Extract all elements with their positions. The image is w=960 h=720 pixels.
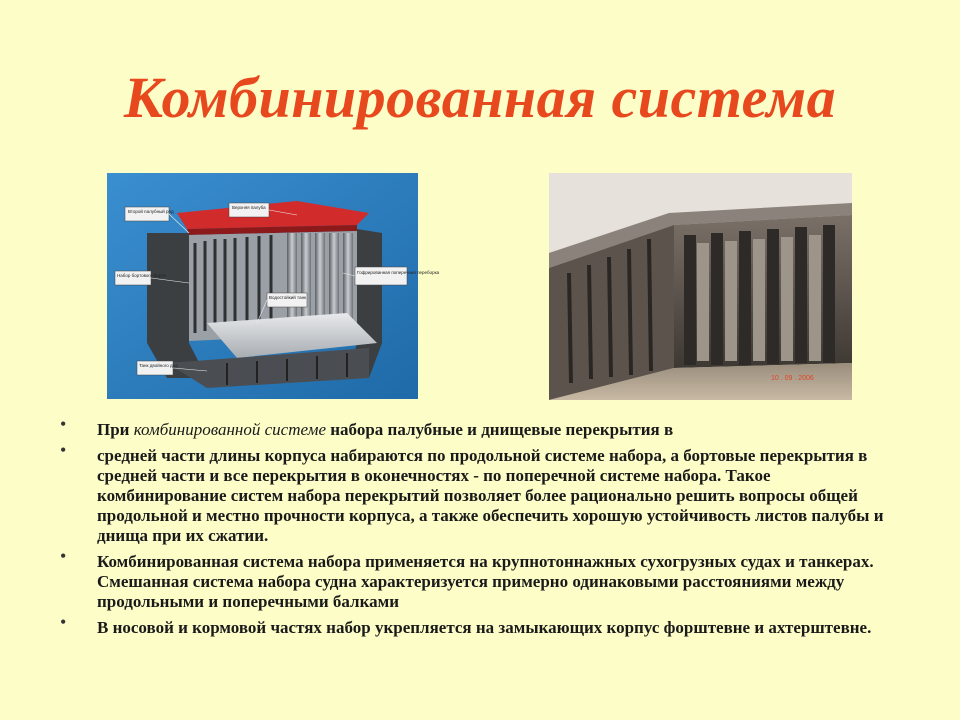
label-bottom: Танк двойного дна: [139, 363, 178, 368]
label-top-left: Второй палубный ряд: [128, 209, 174, 214]
bullet-marker: •: [60, 440, 67, 460]
bullet-2-text: средней части длины корпуса набираются по продольной системе набора, а бортовые перекрытия в средней части и все перекрытия в оконечностях - по поперечной системе набора. Такое комбинирование систем набора перекрытий позволяет более рационально решить вопросы общей продольной и местно прочности корпуса, а также обеспечить хорошую устойчивость листов палубы и днища при их сжатии.: [97, 446, 884, 545]
bullet-4-text: В носовой и кормовой частях набор укрепляется на замыкающих корпус форштевне и ахтерштевне.: [97, 618, 872, 637]
slide-title: Комбинированная система: [123, 65, 837, 130]
bullet-item-3: [60, 546, 900, 612]
label-top-mid: Верхняя палуба: [232, 205, 266, 210]
bullet-item-1: [60, 414, 900, 440]
label-left: Набор бортового борта: [117, 273, 166, 278]
bullet-marker: •: [60, 612, 67, 632]
label-right: Гофрированная поперечная переборка: [357, 270, 440, 275]
bullet-marker: •: [60, 414, 67, 434]
cargo-hold-photo: [549, 173, 852, 400]
bullet-1-italic: комбинированной системе: [133, 420, 326, 439]
bullet-item-4: [60, 612, 900, 638]
cargo-hold-photo-illustration: [549, 173, 852, 400]
bullet-1-post: набора палубные и днищевые перекрытия в: [326, 420, 674, 439]
label-center: Водостойкий танк: [269, 295, 307, 300]
bullet-3-text: Комбинированная система набора применяется на крупнотоннажных сухогрузных судах и танкерах. Смешанная система набора судна характеризуется примерно одинаковыми расстояниями между продольными и поперечными балками: [97, 552, 874, 611]
hull-section-illustration: [107, 173, 440, 399]
bullet-item-2: [60, 440, 900, 546]
bullet-marker: •: [60, 546, 67, 566]
photo-timestamp: 10 . 09 . 2006: [771, 375, 814, 382]
hull-section-diagram: [107, 173, 440, 399]
bullet-list: [60, 414, 900, 644]
bullet-1-pre: При: [97, 420, 134, 439]
